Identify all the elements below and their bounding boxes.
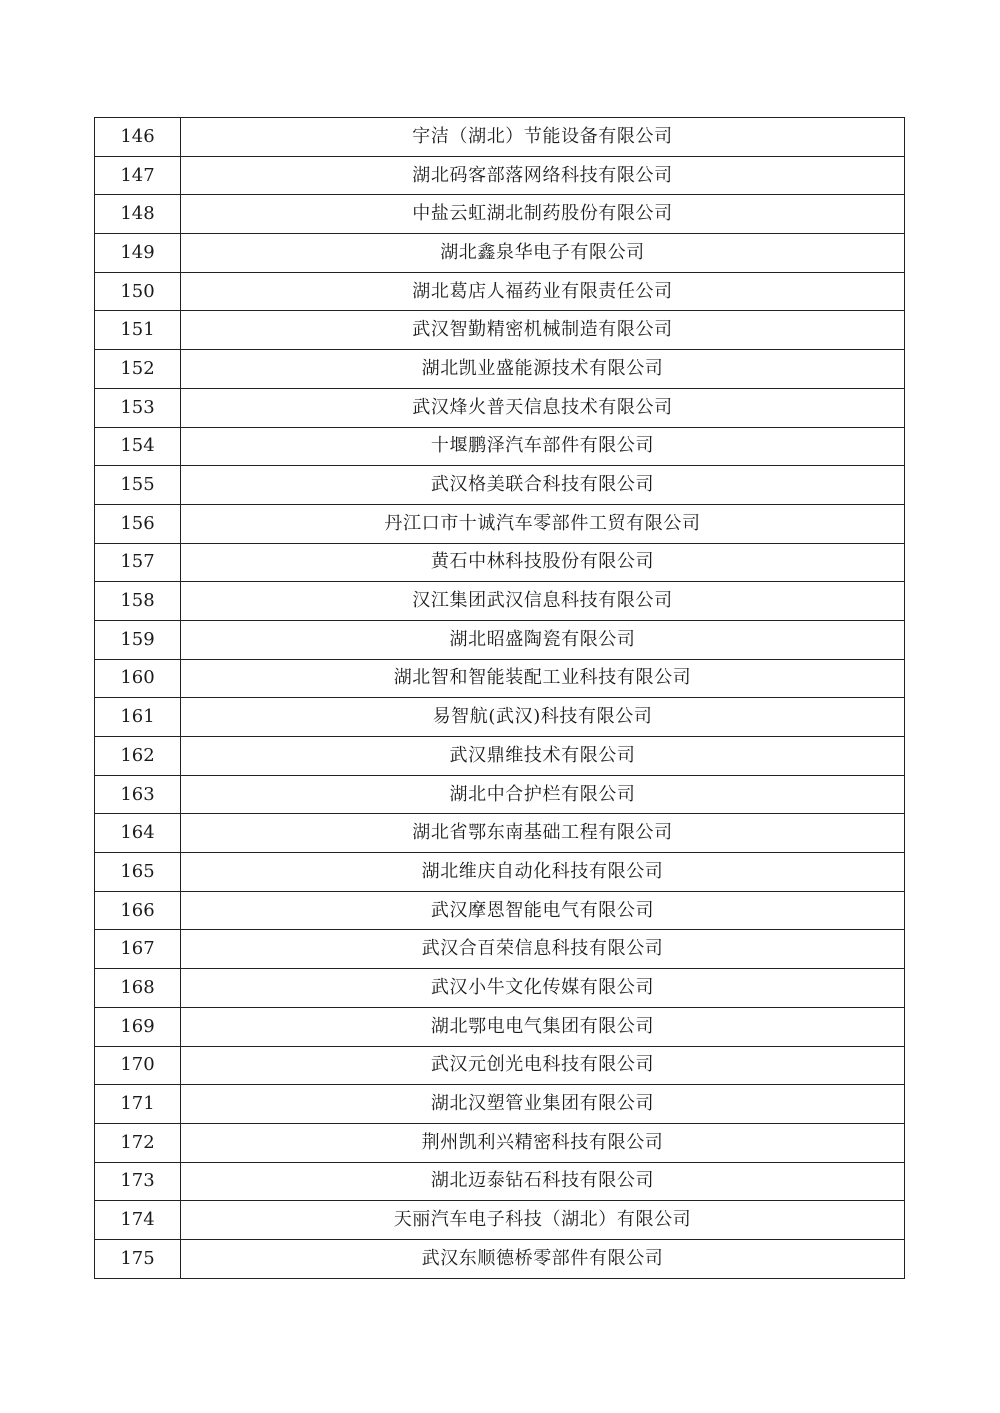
company-name: 湖北迈泰钻石科技有限公司 bbox=[181, 1162, 905, 1201]
row-number: 161 bbox=[95, 698, 181, 737]
table-row bbox=[95, 814, 905, 853]
row-number: 175 bbox=[95, 1239, 181, 1278]
row-number: 157 bbox=[95, 543, 181, 582]
table-row bbox=[95, 930, 905, 969]
table-row bbox=[95, 156, 905, 195]
company-name: 武汉元创光电科技有限公司 bbox=[181, 1046, 905, 1085]
table-row bbox=[95, 234, 905, 273]
row-number: 167 bbox=[95, 930, 181, 969]
company-name: 宇洁（湖北）节能设备有限公司 bbox=[181, 118, 905, 157]
table-row bbox=[95, 698, 905, 737]
row-number: 147 bbox=[95, 156, 181, 195]
table-row bbox=[95, 388, 905, 427]
table-row bbox=[95, 853, 905, 892]
table-row bbox=[95, 195, 905, 234]
row-number: 148 bbox=[95, 195, 181, 234]
company-name: 湖北汉塑管业集团有限公司 bbox=[181, 1085, 905, 1124]
row-number: 149 bbox=[95, 234, 181, 273]
company-name: 武汉合百荣信息科技有限公司 bbox=[181, 930, 905, 969]
row-number: 168 bbox=[95, 969, 181, 1008]
table-row bbox=[95, 737, 905, 776]
row-number: 160 bbox=[95, 659, 181, 698]
table-row bbox=[95, 775, 905, 814]
row-number: 164 bbox=[95, 814, 181, 853]
row-number: 166 bbox=[95, 891, 181, 930]
row-number: 152 bbox=[95, 350, 181, 389]
company-name: 湖北智和智能装配工业科技有限公司 bbox=[181, 659, 905, 698]
company-name: 湖北鑫泉华电子有限公司 bbox=[181, 234, 905, 273]
document-page bbox=[94, 117, 905, 1279]
row-number: 162 bbox=[95, 737, 181, 776]
company-name: 黄石中林科技股份有限公司 bbox=[181, 543, 905, 582]
table-row bbox=[95, 350, 905, 389]
row-number: 151 bbox=[95, 311, 181, 350]
company-name: 武汉摩恩智能电气有限公司 bbox=[181, 891, 905, 930]
table-row bbox=[95, 118, 905, 157]
company-name: 荆州凯利兴精密科技有限公司 bbox=[181, 1123, 905, 1162]
company-name: 武汉小牛文化传媒有限公司 bbox=[181, 969, 905, 1008]
table-row bbox=[95, 620, 905, 659]
company-name: 武汉智勤精密机械制造有限公司 bbox=[181, 311, 905, 350]
company-name: 丹江口市十诚汽车零部件工贸有限公司 bbox=[181, 504, 905, 543]
company-name: 湖北中合护栏有限公司 bbox=[181, 775, 905, 814]
table-row bbox=[95, 466, 905, 505]
company-name: 湖北鄂电电气集团有限公司 bbox=[181, 1007, 905, 1046]
table-row bbox=[95, 1085, 905, 1124]
row-number: 165 bbox=[95, 853, 181, 892]
table-row bbox=[95, 504, 905, 543]
company-name: 湖北省鄂东南基础工程有限公司 bbox=[181, 814, 905, 853]
company-name: 天丽汽车电子科技（湖北）有限公司 bbox=[181, 1201, 905, 1240]
company-name: 武汉烽火普天信息技术有限公司 bbox=[181, 388, 905, 427]
company-name: 湖北葛店人福药业有限责任公司 bbox=[181, 272, 905, 311]
table-row bbox=[95, 1007, 905, 1046]
row-number: 150 bbox=[95, 272, 181, 311]
row-number: 170 bbox=[95, 1046, 181, 1085]
row-number: 153 bbox=[95, 388, 181, 427]
table-row bbox=[95, 1046, 905, 1085]
table-row bbox=[95, 891, 905, 930]
table-row bbox=[95, 272, 905, 311]
row-number: 171 bbox=[95, 1085, 181, 1124]
table-row bbox=[95, 543, 905, 582]
table-row bbox=[95, 1162, 905, 1201]
row-number: 159 bbox=[95, 620, 181, 659]
company-name: 中盐云虹湖北制药股份有限公司 bbox=[181, 195, 905, 234]
row-number: 174 bbox=[95, 1201, 181, 1240]
table-row bbox=[95, 1201, 905, 1240]
company-name: 武汉格美联合科技有限公司 bbox=[181, 466, 905, 505]
row-number: 172 bbox=[95, 1123, 181, 1162]
row-number: 163 bbox=[95, 775, 181, 814]
table-row bbox=[95, 969, 905, 1008]
company-name: 湖北码客部落网络科技有限公司 bbox=[181, 156, 905, 195]
table-row bbox=[95, 311, 905, 350]
company-name: 易智航(武汉)科技有限公司 bbox=[181, 698, 905, 737]
table-row bbox=[95, 1239, 905, 1278]
row-number: 155 bbox=[95, 466, 181, 505]
company-name: 武汉鼎维技术有限公司 bbox=[181, 737, 905, 776]
row-number: 173 bbox=[95, 1162, 181, 1201]
table-row bbox=[95, 659, 905, 698]
table-row bbox=[95, 582, 905, 621]
company-list-table bbox=[94, 117, 905, 1279]
company-name: 汉江集团武汉信息科技有限公司 bbox=[181, 582, 905, 621]
table-row bbox=[95, 1123, 905, 1162]
company-name: 湖北维庆自动化科技有限公司 bbox=[181, 853, 905, 892]
row-number: 154 bbox=[95, 427, 181, 466]
row-number: 146 bbox=[95, 118, 181, 157]
table-body bbox=[95, 118, 905, 1279]
row-number: 169 bbox=[95, 1007, 181, 1046]
row-number: 156 bbox=[95, 504, 181, 543]
row-number: 158 bbox=[95, 582, 181, 621]
company-name: 十堰鹏泽汽车部件有限公司 bbox=[181, 427, 905, 466]
company-name: 湖北凯业盛能源技术有限公司 bbox=[181, 350, 905, 389]
company-name: 武汉东顺德桥零部件有限公司 bbox=[181, 1239, 905, 1278]
table-row bbox=[95, 427, 905, 466]
company-name: 湖北昭盛陶瓷有限公司 bbox=[181, 620, 905, 659]
